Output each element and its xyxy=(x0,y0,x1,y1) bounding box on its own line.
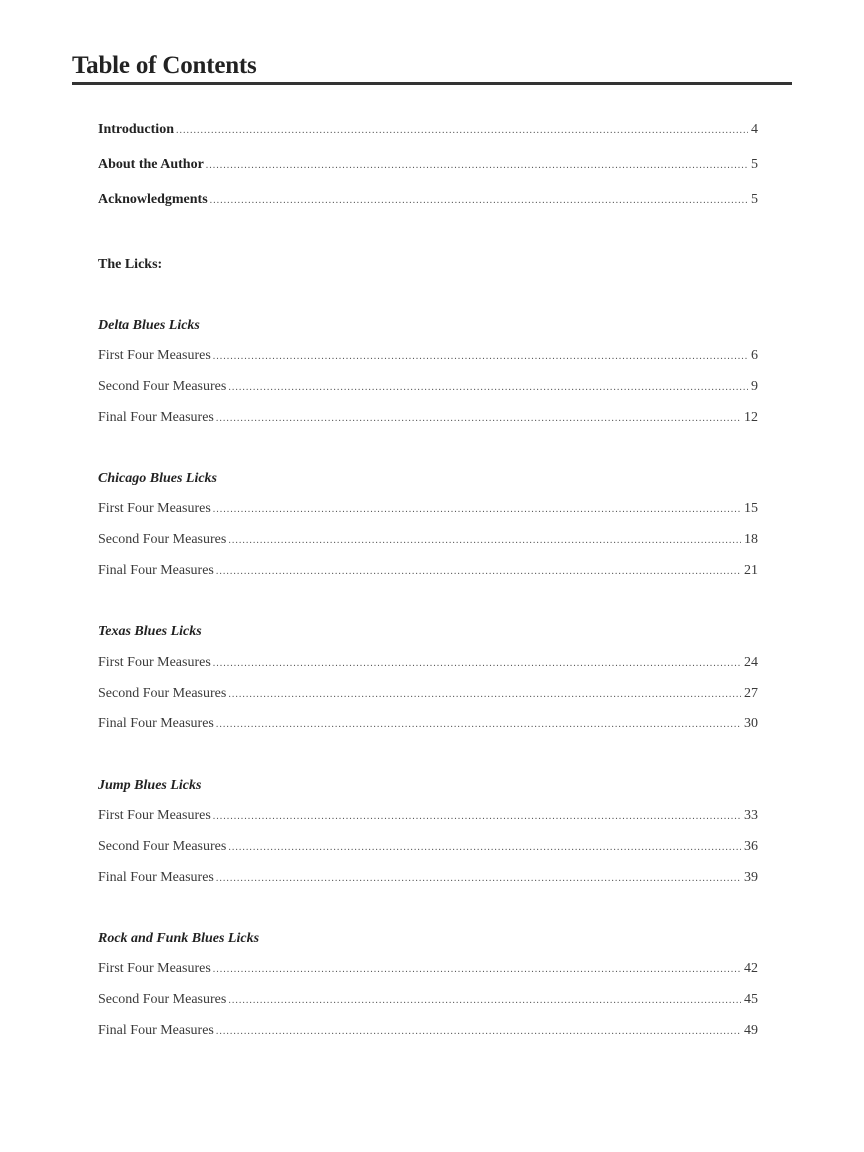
toc-entry-label: Second Four Measures xyxy=(98,532,227,547)
toc-page-number: 12 xyxy=(744,410,758,425)
group-title-jump-blues: Jump Blues Licks xyxy=(98,778,202,793)
toc-entry[interactable] xyxy=(98,990,758,1010)
toc-entry-introduction[interactable] xyxy=(98,120,758,140)
toc-entry-label: First Four Measures xyxy=(98,808,211,823)
toc-page-number: 5 xyxy=(751,192,758,207)
toc-entry[interactable] xyxy=(98,653,758,673)
dot-leader xyxy=(213,654,741,673)
toc-entry-label: Final Four Measures xyxy=(98,410,214,425)
dot-leader xyxy=(228,531,741,550)
toc-entry[interactable] xyxy=(98,959,758,979)
toc-entry[interactable] xyxy=(98,684,758,704)
toc-entry-label: Second Four Measures xyxy=(98,686,227,701)
group-title-texas-blues: Texas Blues Licks xyxy=(98,624,202,639)
toc-page-number: 36 xyxy=(744,839,758,854)
toc-entry-acknowledgments[interactable] xyxy=(98,190,758,210)
group-title-delta-blues: Delta Blues Licks xyxy=(98,318,200,333)
toc-page-number: 9 xyxy=(751,379,758,394)
toc-entry-label: First Four Measures xyxy=(98,348,211,363)
toc-page-number: 33 xyxy=(744,808,758,823)
toc-page-number: 5 xyxy=(751,157,758,172)
toc-entry-about-the-author[interactable] xyxy=(98,155,758,175)
dot-leader xyxy=(213,807,741,826)
toc-entry-label: Second Four Measures xyxy=(98,839,227,854)
page-title: Table of Contents xyxy=(72,52,257,79)
toc-entry[interactable] xyxy=(98,806,758,826)
licks-heading: The Licks: xyxy=(98,257,163,272)
toc-entry-label: First Four Measures xyxy=(98,961,211,976)
toc-entry-label: Final Four Measures xyxy=(98,1023,214,1038)
toc-entry[interactable] xyxy=(98,408,758,428)
toc-entry-label: Final Four Measures xyxy=(98,716,214,731)
toc-page-number: 49 xyxy=(744,1023,758,1038)
toc-entry-label: About the Author xyxy=(98,157,204,172)
toc-entry[interactable] xyxy=(98,868,758,888)
dot-leader xyxy=(176,121,748,140)
toc-page-number: 4 xyxy=(751,122,758,137)
toc-entry-label: Second Four Measures xyxy=(98,992,227,1007)
toc-entry[interactable] xyxy=(98,714,758,734)
toc-page-number: 42 xyxy=(744,961,758,976)
toc-page-number: 15 xyxy=(744,501,758,516)
toc-entry[interactable] xyxy=(98,837,758,857)
toc-page-number: 21 xyxy=(744,563,758,578)
dot-leader xyxy=(228,991,741,1010)
toc-page-number: 6 xyxy=(751,348,758,363)
toc-entry-label: Acknowledgments xyxy=(98,192,208,207)
toc-entry-label: Second Four Measures xyxy=(98,379,227,394)
toc-entry-label: First Four Measures xyxy=(98,655,211,670)
toc-entry-label: Final Four Measures xyxy=(98,870,214,885)
dot-leader xyxy=(216,409,741,428)
dot-leader xyxy=(206,156,748,175)
toc-entry[interactable] xyxy=(98,499,758,519)
dot-leader xyxy=(228,685,741,704)
dot-leader xyxy=(216,562,741,581)
dot-leader xyxy=(210,191,748,210)
toc-page-number: 39 xyxy=(744,870,758,885)
toc-entry-label: Introduction xyxy=(98,122,174,137)
dot-leader xyxy=(228,838,741,857)
toc-page-number: 45 xyxy=(744,992,758,1007)
toc-entry[interactable] xyxy=(98,1021,758,1041)
toc-entry[interactable] xyxy=(98,530,758,550)
toc-page-number: 18 xyxy=(744,532,758,547)
dot-leader xyxy=(213,500,741,519)
group-title-rock-and-funk-blues: Rock and Funk Blues Licks xyxy=(98,931,260,946)
dot-leader xyxy=(216,1022,741,1041)
toc-entry[interactable] xyxy=(98,346,758,366)
toc-entry[interactable] xyxy=(98,561,758,581)
toc-page-number: 27 xyxy=(744,686,758,701)
toc-entry-label: Final Four Measures xyxy=(98,563,214,578)
dot-leader xyxy=(213,347,748,366)
group-title-chicago-blues: Chicago Blues Licks xyxy=(98,471,218,486)
toc-page-number: 30 xyxy=(744,716,758,731)
dot-leader xyxy=(216,869,741,888)
toc-entry[interactable] xyxy=(98,377,758,397)
dot-leader xyxy=(216,715,741,734)
dot-leader xyxy=(228,378,748,397)
toc-page-number: 24 xyxy=(744,655,758,670)
title-rule xyxy=(72,82,792,85)
toc-entry-label: First Four Measures xyxy=(98,501,211,516)
dot-leader xyxy=(213,960,741,979)
